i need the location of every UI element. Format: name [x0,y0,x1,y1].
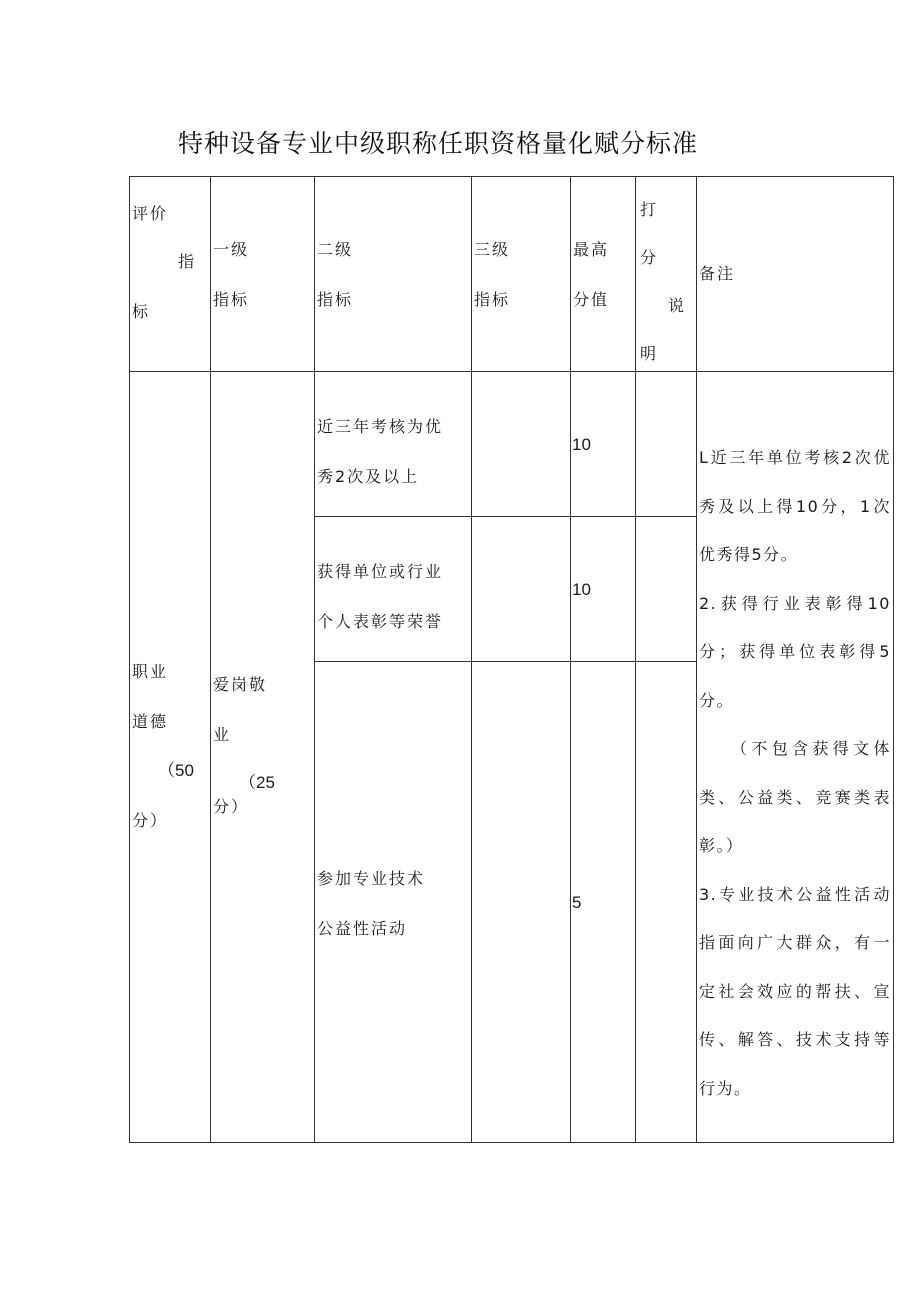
table-row [130,372,894,517]
header-level2: 二级 指标 [315,177,472,372]
remarks-text [699,434,891,1113]
scoring-cell [636,372,697,517]
header-max-score: 最高 分值 [571,177,636,372]
max-score-cell: 5 [571,662,636,1143]
scoring-table [129,176,894,1143]
level3-cell [472,372,571,517]
remark-paragraph: 3.专业技术公益性活动指面向广大群众，有一定社会效应的帮扶、宣传、解答、技术支持等行为。 [699,884,891,1098]
header-scoring-notes: 打 分 说 明 [636,177,697,372]
eval-index-cell: 职业 道德 （50 分） [130,372,211,1143]
scoring-cell [636,517,697,662]
level2-cell: 近三年考核为优 秀2次及以上 [315,372,472,517]
remarks-cell [697,372,894,1143]
header-row [130,177,894,372]
document-title: 特种设备专业中级职称任职资格量化赋分标准 [178,129,699,158]
level2-cell: 参加专业技术 公益性活动 [315,662,472,1143]
remark-paragraph: L近三年单位考核2次优秀及以上得10分，1次优秀得5分。 [699,448,891,564]
header-remarks: 备注 [697,177,894,372]
level1-cell: 爱岗敬 业 （25 分） [211,372,315,1143]
max-score-cell: 10 [571,372,636,517]
remark-paragraph: （不包含获得文体类、公益类、竞赛类表彰。） [699,739,891,855]
remark-paragraph: 2.获得行业表彰得10分；获得单位表彰得5分。 [699,593,891,710]
level3-cell [472,662,571,1143]
level2-cell: 获得单位或行业 个人表彰等荣誉 [315,517,472,662]
header-level1: 一级 指标 [211,177,315,372]
level3-cell [472,517,571,662]
header-level3: 三级 指标 [472,177,571,372]
scoring-cell [636,662,697,1143]
header-eval-index: 评价 指 标 [130,177,211,372]
max-score-cell: 10 [571,517,636,662]
